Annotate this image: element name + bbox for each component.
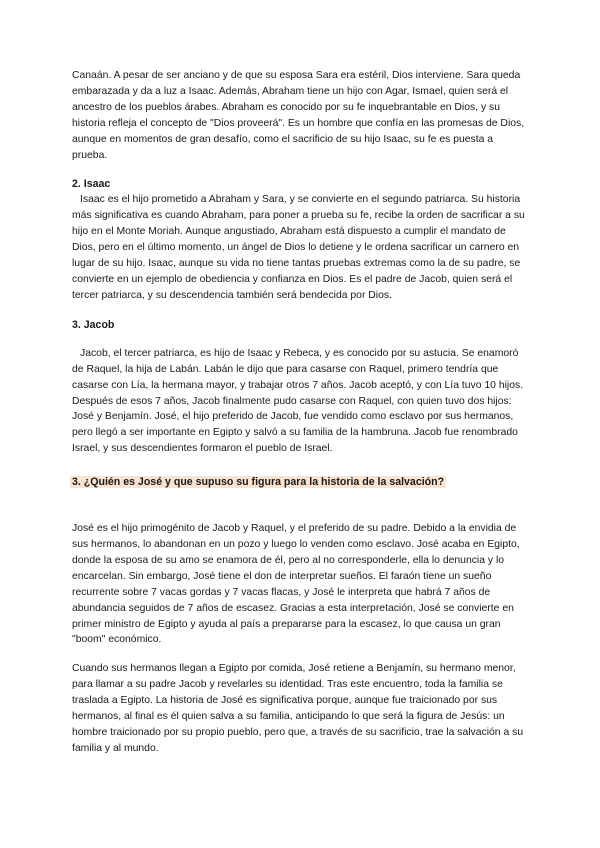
- spacer: [72, 491, 528, 521]
- section-heading-jacob: 3. Jacob: [72, 318, 115, 331]
- spacer: [72, 163, 528, 176]
- section-jose-paragraph-2: Cuando sus hermanos llegan a Egipto por comida, José retiene a Benjamín, su hermano menor, para llamar a su padre Jacob y revelarles su identidad. Tras este encuentro, toda la familia se traslada a Egipto. La historia de José es significativa porque, aunque fue traicionado por sus hermanos, al final es él quien salva a su familia, anticipando lo que será la figura de Jesús: un hombre traicionado por su propio pueblo, pero que, a través de su sacrificio, trae la salvación a su familia y al mundo.: [72, 663, 524, 754]
- spacer: [72, 457, 528, 474]
- highlighted-heading-row: [72, 474, 528, 491]
- document-page: [72, 68, 528, 757]
- intro-paragraph: Canaán. A pesar de ser anciano y de que su esposa Sara era estéril, Dios interviene. Sara queda embarazada y da a luz a Isaac. Además, Abraham tiene un hijo con Agar, Ismael, quien será el ancestro de los pueblos árabes. Abraham es conocido por su fe inquebrantable en Dios, y su historia refleja el concepto de "Dios proveerá". Es un hombre que confía en las promesas de Dios, aunque en momentos de gran desafío, como el sacrificio de su hijo Isaac, su fe es puesta a prueba.: [72, 70, 525, 161]
- spacer: [72, 333, 528, 346]
- section-heading-isaac: 2. Isaac: [72, 178, 111, 191]
- spacer: [72, 648, 528, 661]
- section-body-jacob: Jacob, el tercer patriarca, es hijo de Isaac y Rebeca, y es conocido por su astucia. Se enamoró de Raquel, la hija de Labán. Labán le dijo que para casarse con Raquel, primero tendría que casarse con Lía, la hermana mayor, y trabajar otros 7 años. Jacob aceptó, y con Lía tuvo 10 hijos. Después de esos 7 años, Jacob finalmente pudo casarse con Raquel, con quien tuvo dos hijos: José y Benjamín. José, el hijo preferido de Jacob, fue vendido como esclavo por sus hermanos, pero llegó a ser importante en Egipto y salvó a su familia de la hambruna. Jacob fue renombrado Israel, y sus descendientes formaron el pueblo de Israel.: [72, 347, 524, 455]
- section-heading-jose: 3. ¿Quién es José y que supuso su figura para la historia de la salvación?: [72, 476, 445, 489]
- section-body-isaac: Isaac es el hijo prometido a Abraham y Sara, y se convierte en el segundo patriarca. Su historia más significativa es cuando Abraham, para poner a prueba su fe, recibe la orden de sacrificar a su hijo en el Monte Moriah. Aunque angustiado, Abraham está dispuesto a cumplir el mandato de Dios, pero en el último momento, un ángel de Dios lo detiene y le ordena sacrificar un carnero en lugar de su hijo. Isaac, aunque su vida no tiene tantas pruebas extremas como la de su padre, se convierte en un ejemplo de obediencia y confianza en Dios. Es el padre de Jacob, quien será el tercer patriarca, y su descendencia también será bendecida por Dios.: [72, 194, 525, 301]
- section-jose-paragraph-1: José es el hijo primogénito de Jacob y Raquel, y el preferido de su padre. Debido a la envidia de sus hermanos, lo abandonan en un pozo y luego lo venden como esclavo. José acaba en Egipto, donde la esposa de su amo se enamora de él, pero al no corresponderle, ella lo denuncia y lo encarcelan. Sin embargo, José tiene el don de interpretar sueños. El faraón tiene un sueño recurrente sobre 7 vacas gordas y 7 vacas flacas, y José le interpreta que habrá 7 años de abundancia seguidos de 7 años de escasez. Gracias a esta interpretación, José se convierte en primer ministro de Egipto y ayuda al país a prepararse para la escasez, lo que causa un gran "boom" económico.: [72, 523, 520, 646]
- spacer: [72, 304, 528, 317]
